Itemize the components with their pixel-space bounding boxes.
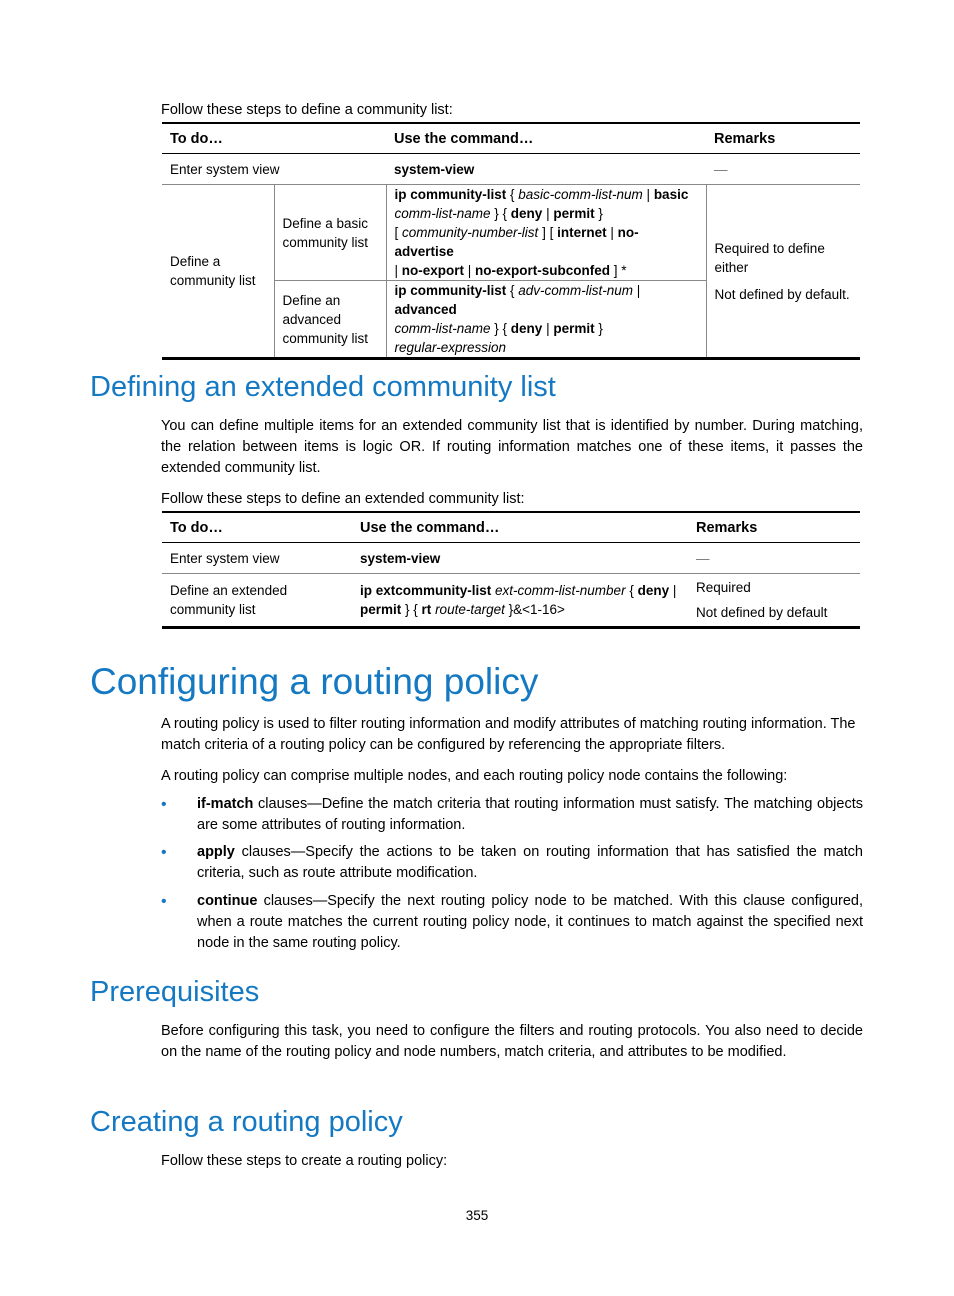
bullet-icon: •: [161, 844, 167, 861]
paragraph-create: Follow these steps to create a routing policy:: [161, 1153, 448, 1169]
todo-cell: Enter system view: [170, 550, 280, 566]
remarks-cell: —: [696, 550, 710, 566]
chapter-heading: Configuring a routing policy: [90, 661, 539, 702]
table-row: [162, 185, 860, 281]
table-row: [162, 154, 860, 185]
paragraph-prerequisites: Before configuring this task, you need to configure the filters and routing protocols. You also need to decide on the name of the routing policy and node numbers, match criteria, and attributes to be modified.: [161, 1023, 863, 1060]
extcommunity-list-table: [162, 511, 860, 629]
section-heading-create: Creating a routing policy: [90, 1106, 403, 1138]
remarks-cell: Required Not defined by default: [688, 574, 860, 628]
page-number: 355: [465, 1208, 489, 1223]
list-item: • continue clauses—Specify the next routing policy node to be matched. With this clause configured, when a route matches the current routing policy node, it continues to match against the specified next node in the same routing policy.: [161, 893, 863, 951]
paragraph-extended: You can define multiple items for an extended community list that is identified by number. During matching, the relation between items is logic OR. If routing information matches one of these items, it passes the extended community list.: [161, 418, 863, 476]
col-header-remarks: Remarks: [706, 123, 860, 154]
col-header-remarks: Remarks: [688, 512, 860, 543]
command-cell: system-view: [360, 550, 441, 566]
paragraph-config-1: A routing policy is used to filter routing information and modify attributes of matching routing information. The match criteria of a routing policy can be configured by referencing the appropriate filters.: [161, 716, 856, 753]
remarks-cell: Required to define either Not defined by default.: [706, 185, 860, 359]
advanced-label-cell: Define an advanced community list: [274, 281, 386, 359]
todo-cell: Define an extended community list: [162, 574, 352, 628]
table1-intro: Follow these steps to define a community list:: [161, 102, 453, 118]
group-label-cell: Define a community list: [162, 185, 274, 359]
section-heading-extended: Defining an extended community list: [90, 371, 556, 403]
paragraph-config-2: A routing policy can comprise multiple nodes, and each routing policy node contains the following:: [161, 768, 788, 784]
table-row: [162, 574, 860, 628]
command-cell: ip extcommunity-list ext-comm-list-number { deny | permit } { rt route-target }&<1-16>: [352, 574, 688, 628]
list-item: • if-match clauses—Define the match criteria that routing information must satisfy. The matching objects are some attributes of routing information.: [161, 796, 863, 833]
basic-command-cell: ip community-list { basic-comm-list-num | basic comm-list-name } { deny | permit } [ community-number-list ] [ internet | no-advertise | no-export | no-export-subconfed ] *: [386, 185, 706, 281]
col-header-command: Use the command…: [352, 512, 688, 543]
command-cell: system-view: [394, 161, 475, 177]
table-row: [162, 543, 860, 574]
list-item: • apply clauses—Specify the actions to be taken on routing information that has satisfied the match criteria, such as route attribute modification.: [161, 844, 863, 881]
todo-cell: Enter system view: [170, 161, 280, 177]
community-list-table: [162, 122, 860, 360]
advanced-command-cell: ip community-list { adv-comm-list-num | advanced comm-list-name } { deny | permit } regular-expression: [386, 281, 706, 359]
bullet-icon: •: [161, 893, 167, 910]
table2-intro: Follow these steps to define an extended community list:: [161, 491, 525, 507]
col-header-todo: To do…: [162, 512, 352, 543]
col-header-command: Use the command…: [386, 123, 706, 154]
basic-label-cell: Define a basic community list: [274, 185, 386, 281]
col-header-todo: To do…: [162, 123, 386, 154]
bullet-icon: •: [161, 796, 167, 813]
remarks-cell: —: [714, 161, 728, 177]
section-heading-prerequisites: Prerequisites: [90, 976, 260, 1008]
